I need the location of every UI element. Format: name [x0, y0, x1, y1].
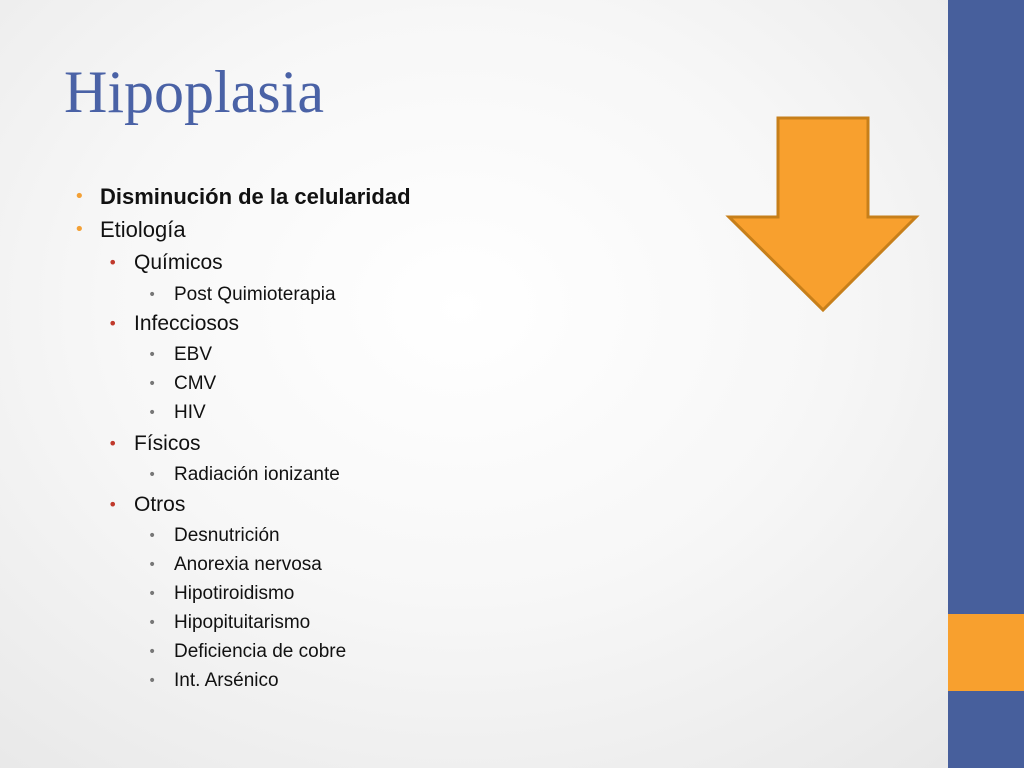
bullet-icon: •: [108, 253, 118, 272]
bullet-text: Anorexia nervosa: [174, 554, 322, 575]
bullet-text: Radiación ionizante: [174, 464, 340, 485]
bullet-icon: •: [148, 644, 157, 660]
bullet-icon: •: [108, 314, 118, 333]
bullet-icon: •: [148, 615, 157, 631]
bullet-text: Disminución de la celularidad: [100, 184, 411, 209]
bullet-text: Desnutrición: [174, 525, 280, 546]
bullet-text: Hipotiroidismo: [174, 583, 295, 604]
bullet-text: Infecciosos: [134, 312, 240, 335]
bullet-text: HIV: [174, 402, 206, 423]
bullet-text: EBV: [174, 344, 213, 365]
bullet-text: CMV: [174, 373, 217, 394]
bullet-icon: •: [74, 186, 85, 207]
bullet-icon: •: [108, 495, 118, 514]
bullet-text: Deficiencia de cobre: [174, 641, 347, 662]
bullet-icon: •: [74, 219, 85, 240]
bullet-icon: •: [148, 467, 157, 483]
bullet-text: Post Quimioterapia: [174, 284, 336, 305]
bullet-icon: •: [148, 405, 157, 421]
bullet-icon: •: [148, 287, 157, 303]
bullet-text: Otros: [134, 493, 186, 516]
bullet-text: Químicos: [134, 251, 223, 274]
down-arrow-icon: [720, 112, 924, 318]
bullet-icon: •: [148, 586, 157, 602]
slide-title: Hipoplasia: [64, 59, 324, 125]
bullet-icon: •: [148, 347, 157, 363]
bullet-text: Físicos: [134, 432, 201, 455]
bullet-icon: •: [108, 434, 118, 453]
bullet-icon: •: [148, 528, 157, 544]
bullet-icon: •: [148, 376, 157, 392]
bullet-icon: •: [148, 557, 157, 573]
bullet-text: Int. Arsénico: [174, 670, 279, 691]
sidebar-accent: [948, 614, 1024, 691]
bullet-text: Etiología: [100, 217, 186, 242]
bullet-icon: •: [148, 673, 157, 689]
bullet-text: Hipopituitarismo: [174, 612, 311, 633]
